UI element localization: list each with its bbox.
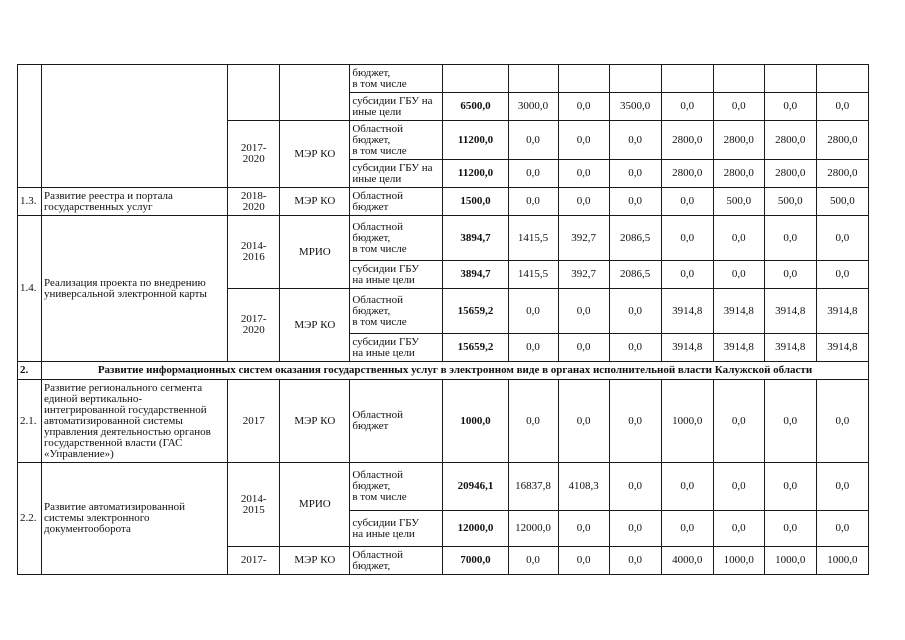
value-cell: 0,0 [661,511,713,547]
value-cell: 1000,0 [764,547,816,575]
executor-cell: МЭР КО [280,188,350,216]
value-cell: 0,0 [508,547,558,575]
funding-source-cell: Областной бюджет [350,188,443,216]
total-cell: 15659,2 [443,334,508,362]
value-cell: 500,0 [764,188,816,216]
item-number-cell: 2.1. [18,380,42,463]
section-title: Развитие информационных систем оказания государственных услуг в электронном виде в органах исполнительной власти Калужской области [42,362,869,380]
value-cell [713,65,764,93]
item-name-cell: Развитие реестра и портала государственных услуг [42,188,228,216]
value-cell [816,65,868,93]
item-name-cell: Реализация проекта по внедрению универсальной электронной карты [42,216,228,362]
value-cell: 0,0 [713,463,764,511]
value-cell: 3914,8 [764,334,816,362]
value-cell: 0,0 [609,463,661,511]
funding-source-cell: субсидии ГБУ на иные цели [350,93,443,121]
funding-source-cell: Областной бюджет, в том числе [350,216,443,261]
value-cell: 0,0 [713,380,764,463]
value-cell: 0,0 [508,188,558,216]
executor-cell: МРИО [280,216,350,289]
years-cell [228,65,280,121]
value-cell: 0,0 [713,261,764,289]
executor-cell [280,65,350,121]
value-cell: 0,0 [609,380,661,463]
value-cell: 0,0 [508,289,558,334]
years-cell: 2014- 2016 [228,216,280,289]
value-cell: 0,0 [558,93,609,121]
executor-cell: МЭР КО [280,289,350,362]
years-cell: 2017- 2020 [228,121,280,188]
value-cell: 0,0 [816,463,868,511]
executor-cell: МЭР КО [280,380,350,463]
value-cell: 500,0 [713,188,764,216]
value-cell: 0,0 [661,188,713,216]
value-cell: 0,0 [609,121,661,160]
value-cell: 0,0 [816,261,868,289]
value-cell: 0,0 [508,334,558,362]
value-cell: 3914,8 [816,334,868,362]
value-cell: 0,0 [661,261,713,289]
item-name-cell: Развитие автоматизированной системы электронного документооборота [42,463,228,575]
item-number-cell [18,65,42,188]
total-cell: 11200,0 [443,121,508,160]
table-row [18,65,869,93]
value-cell: 0,0 [816,380,868,463]
value-cell: 3914,8 [661,289,713,334]
value-cell: 0,0 [558,188,609,216]
value-cell: 0,0 [764,216,816,261]
executor-cell: МРИО [280,463,350,547]
funding-source-cell: Областной бюджет, в том числе [350,289,443,334]
value-cell: 3500,0 [609,93,661,121]
value-cell: 0,0 [609,334,661,362]
funding-source-cell: субсидии ГБУ на иные цели [350,511,443,547]
value-cell [609,65,661,93]
item-number-cell: 2.2. [18,463,42,575]
value-cell: 0,0 [609,289,661,334]
value-cell: 3914,8 [764,289,816,334]
section-number-cell: 2. [18,362,42,380]
value-cell: 0,0 [558,380,609,463]
item-name-cell [42,65,228,188]
value-cell: 0,0 [661,463,713,511]
value-cell: 3000,0 [508,93,558,121]
value-cell [558,65,609,93]
years-cell: 2014- 2015 [228,463,280,547]
value-cell: 0,0 [661,216,713,261]
value-cell: 0,0 [764,93,816,121]
value-cell: 0,0 [764,511,816,547]
budget-table [17,64,869,575]
funding-source-cell: бюджет, в том числе [350,65,443,93]
years-cell: 2017- 2020 [228,289,280,362]
value-cell: 1000,0 [713,547,764,575]
value-cell: 0,0 [816,216,868,261]
value-cell: 0,0 [764,380,816,463]
value-cell: 1415,5 [508,261,558,289]
value-cell: 2800,0 [764,160,816,188]
value-cell [661,65,713,93]
funding-source-cell: субсидии ГБУ на иные цели [350,160,443,188]
total-cell [443,65,508,93]
item-number-cell: 1.4. [18,216,42,362]
value-cell: 3914,8 [713,289,764,334]
value-cell: 0,0 [764,463,816,511]
executor-cell: МЭР КО [280,121,350,188]
value-cell: 0,0 [609,511,661,547]
funding-source-cell: субсидии ГБУ на иные цели [350,334,443,362]
value-cell: 2800,0 [816,160,868,188]
value-cell: 0,0 [661,93,713,121]
executor-cell: МЭР КО [280,547,350,575]
value-cell: 0,0 [816,93,868,121]
total-cell: 7000,0 [443,547,508,575]
table-row [18,216,869,261]
value-cell: 2800,0 [661,160,713,188]
value-cell: 0,0 [558,547,609,575]
value-cell: 0,0 [508,380,558,463]
value-cell: 2086,5 [609,216,661,261]
value-cell: 0,0 [508,121,558,160]
value-cell: 0,0 [508,160,558,188]
value-cell: 0,0 [713,216,764,261]
table-row [18,188,869,216]
value-cell: 1000,0 [816,547,868,575]
total-cell: 1500,0 [443,188,508,216]
value-cell: 392,7 [558,216,609,261]
total-cell: 6500,0 [443,93,508,121]
value-cell: 0,0 [558,334,609,362]
value-cell [764,65,816,93]
total-cell: 15659,2 [443,289,508,334]
total-cell: 1000,0 [443,380,508,463]
value-cell: 1000,0 [661,380,713,463]
funding-source-cell: Областной бюджет, в том числе [350,463,443,511]
value-cell: 3914,8 [816,289,868,334]
value-cell: 2800,0 [713,121,764,160]
value-cell: 0,0 [764,261,816,289]
value-cell: 2800,0 [816,121,868,160]
value-cell: 2800,0 [764,121,816,160]
item-name-cell: Развитие регионального сегмента единой вертикально- интегрированной государственной автоматизированной системы управления деятельностью органов государственной власти (ГАС «Управление») [42,380,228,463]
value-cell: 4108,3 [558,463,609,511]
value-cell: 0,0 [713,511,764,547]
value-cell [508,65,558,93]
funding-source-cell: Областной бюджет, [350,547,443,575]
value-cell: 0,0 [816,511,868,547]
value-cell: 16837,8 [508,463,558,511]
value-cell: 0,0 [713,93,764,121]
value-cell: 2086,5 [609,261,661,289]
table-row [18,463,869,511]
value-cell: 3914,8 [661,334,713,362]
total-cell: 3894,7 [443,216,508,261]
value-cell: 0,0 [558,511,609,547]
value-cell: 0,0 [558,121,609,160]
funding-source-cell: Областной бюджет [350,380,443,463]
years-cell: 2017- [228,547,280,575]
total-cell: 12000,0 [443,511,508,547]
years-cell: 2018- 2020 [228,188,280,216]
value-cell: 392,7 [558,261,609,289]
value-cell: 0,0 [558,160,609,188]
value-cell: 2800,0 [661,121,713,160]
value-cell: 0,0 [609,160,661,188]
value-cell: 1415,5 [508,216,558,261]
funding-source-cell: субсидии ГБУ на иные цели [350,261,443,289]
years-cell: 2017 [228,380,280,463]
item-number-cell: 1.3. [18,188,42,216]
value-cell: 2800,0 [713,160,764,188]
value-cell: 12000,0 [508,511,558,547]
value-cell: 0,0 [558,289,609,334]
table-row [18,380,869,463]
section-row [18,362,869,380]
value-cell: 0,0 [609,547,661,575]
funding-source-cell: Областной бюджет, в том числе [350,121,443,160]
value-cell: 4000,0 [661,547,713,575]
total-cell: 3894,7 [443,261,508,289]
total-cell: 20946,1 [443,463,508,511]
value-cell: 3914,8 [713,334,764,362]
value-cell: 0,0 [609,188,661,216]
value-cell: 500,0 [816,188,868,216]
total-cell: 11200,0 [443,160,508,188]
